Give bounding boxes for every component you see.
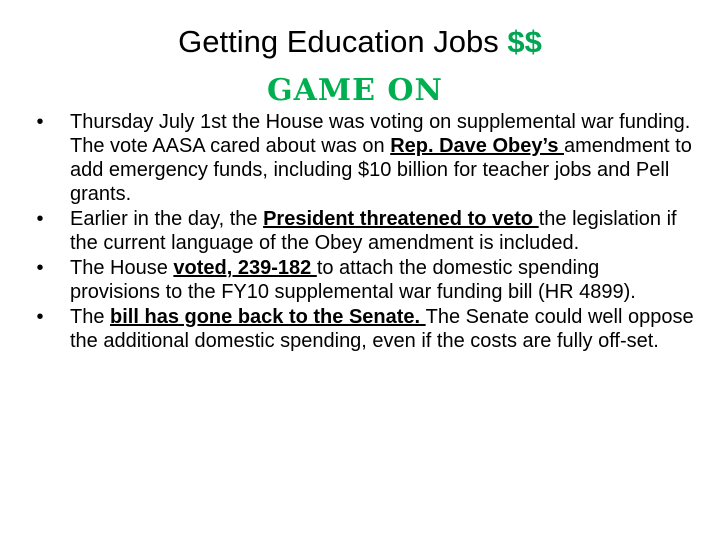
- bullet-text-after: to attach the domestic spending provisions to the FY10 supplemental war funding bill (HR 4899).: [70, 257, 636, 303]
- bullet-item: [18, 256, 694, 304]
- bullet-list: [18, 110, 694, 354]
- slide-subtitle: GAME ON: [267, 73, 443, 108]
- bullet-text-after: amendment to add emergency funds, including $10 billion for teacher jobs and Pell grants.: [70, 135, 692, 205]
- bullet-dot: •: [36, 111, 44, 133]
- bullet-emphasis: bill has gone back to the Senate.: [110, 306, 426, 328]
- bullet-text-before: Earlier in the day, the: [70, 208, 264, 230]
- bullet-emphasis: President threatened to veto: [263, 208, 539, 230]
- bullet-text-before: The: [70, 306, 111, 328]
- bullet-item: [18, 110, 694, 206]
- bullet-text-before: Thursday July 1st the House was voting on supplemental war funding. The vote AASA cared about was on: [70, 111, 691, 157]
- bullet-item: [18, 305, 694, 353]
- bullet-text-after: the legislation if the current language of the Obey amendment is included.: [70, 208, 677, 254]
- bullet-emphasis: Rep. Dave Obey’s: [390, 135, 564, 157]
- slide-title-text: Getting Education Jobs: [178, 24, 508, 59]
- slide-title: [0, 22, 720, 62]
- bullet-text-after: The Senate could well oppose the additional domestic spending, even if the costs are fully off-set.: [70, 306, 694, 352]
- bullet-text-before: The House: [70, 257, 174, 279]
- bullet-item: [18, 207, 694, 255]
- bullet-dot: •: [36, 306, 44, 328]
- bullet-emphasis: voted, 239-182: [173, 257, 317, 279]
- bullet-dot: •: [36, 208, 44, 230]
- slide-title-money: $$: [507, 24, 542, 59]
- bullet-dot: •: [36, 257, 44, 279]
